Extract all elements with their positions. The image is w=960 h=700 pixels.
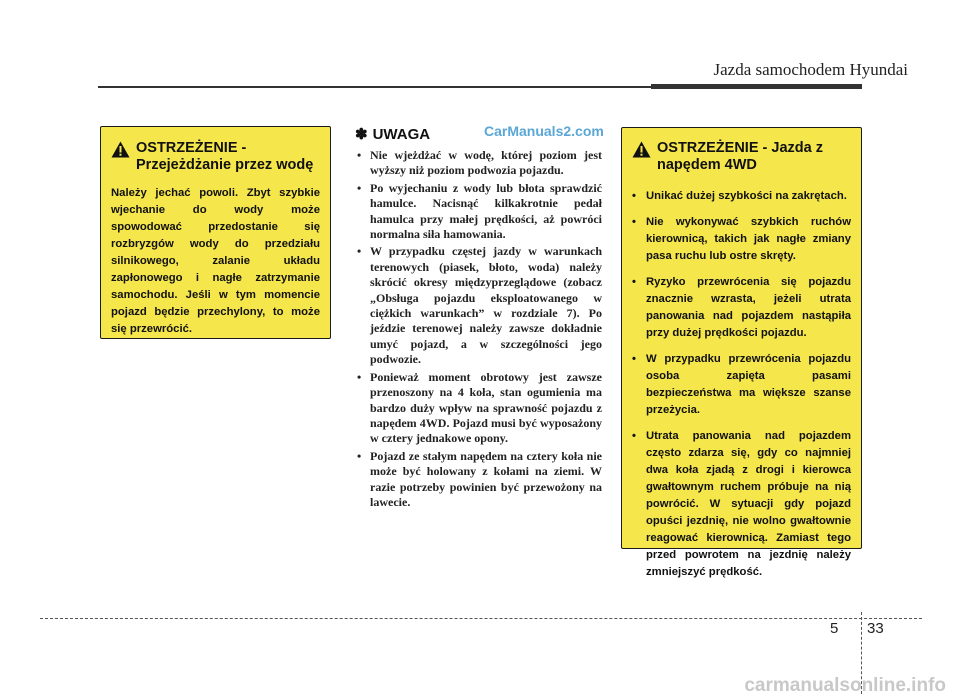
warning-triangle-icon xyxy=(111,141,130,158)
warning-item: • Nie wykonywać szybkich ruchów kierownicą, takich jak nagłe zmiany pasa ruchu lub ostre skręty. xyxy=(632,214,851,265)
chapter-number: 5 xyxy=(830,620,839,637)
page-header-title: Jazda samochodem Hyundai xyxy=(713,60,908,79)
warning-title: OSTRZEŻENIE - Jazda z napędem 4WD xyxy=(657,140,823,173)
caution-item: • Pojazd ze stałym napędem na cztery koła nie może być holowany z kołami na ziemi. W razie potrzeby powinien być przewożony na lawecie. xyxy=(357,449,602,511)
warning-box-4wd xyxy=(621,127,862,578)
header-rule-accent xyxy=(651,84,862,89)
warning-header xyxy=(632,140,851,174)
page-number: 33 xyxy=(867,620,884,637)
warning-list xyxy=(632,188,851,581)
caution-item: • Ponieważ moment obrotowy jest zawsze przenoszony na 4 koła, stan ogumienia ma bardzo duży wpływ na sprawność pojazdu z napędem 4WD. Pojazd musi być wyposażony w cztery jednakowe opony. xyxy=(357,370,602,447)
warning-triangle-icon xyxy=(632,141,651,158)
caution-item: • Nie wjeżdżać w wodę, której poziom jest wyższy niż poziom podwozia pojazdu. xyxy=(357,148,602,179)
warning-title: OSTRZEŻENIE - Przejeżdżanie przez wodę xyxy=(136,140,314,173)
warning-item: • Unikać dużej szybkości na zakrętach. xyxy=(632,188,851,205)
caution-item: • W przypadku częstej jazdy w warunkach terenowych (piasek, błoto, woda) należy skrócić okresy międzyprzeglądowe (zobacz „Obsługa pojazdu eksploatowanego w ciężkich warunkach” w rozdziale 7). Po jeździe terenowej należy zawsze dokładnie umyć pojazd, a w szczególności jego podwozie. xyxy=(357,244,602,367)
caution-heading xyxy=(355,125,430,143)
warning-item: • W przypadku przewrócenia pojazdu osoba zapięta pasami bezpieczeństwa ma większe szanse przeżycia. xyxy=(632,351,851,419)
warning-header xyxy=(111,140,320,174)
watermark-text: CarManuals2.com xyxy=(484,123,604,139)
caution-symbol: ✽ xyxy=(355,126,368,143)
footer-site-watermark: carmanualsonline.info xyxy=(744,675,946,696)
warning-text: Należy jechać powoli. Zbyt szybkie wjechanie do wody może spowodować przedostanie się rozbryzgów wody do przedziału silnikowego, zalanie układu zapłonowego i nagłe zatrzymanie samochodu. Jeśli w tym momencie pojazd będzie przechylony, to może się przewrócić. xyxy=(111,187,320,335)
caution-title: UWAGA xyxy=(372,126,431,143)
header-rule xyxy=(98,86,651,88)
caution-list xyxy=(357,148,602,512)
warning-item: • Ryzyko przewrócenia się pojazdu znacznie wzrasta, jeżeli utrata panowania nad pojazdem nastąpiła przy dużej prędkości pojazdu. xyxy=(632,274,851,342)
warning-item: • Utrata panowania nad pojazdem często zdarza się, gdy co najmniej dwa koła zjadą z drogi i kierowca gwałtownym ruchem próbuje na nią powrócić. W sytuacji gdy pojazd opuści jezdnię, nie wolno gwałtownie reagować kierownicą. Zamiast tego przed powrotem na jezdnię należy zmniejszyć prędkość. xyxy=(632,428,851,581)
caution-item: • Po wyjechaniu z wody lub błota sprawdzić hamulce. Nacisnąć kilkakrotnie pedał hamulca przy małej prędkości, aż powróci normalna siła hamowania. xyxy=(357,181,602,243)
footer-rule xyxy=(40,618,922,619)
warning-box-water-crossing xyxy=(100,126,331,339)
